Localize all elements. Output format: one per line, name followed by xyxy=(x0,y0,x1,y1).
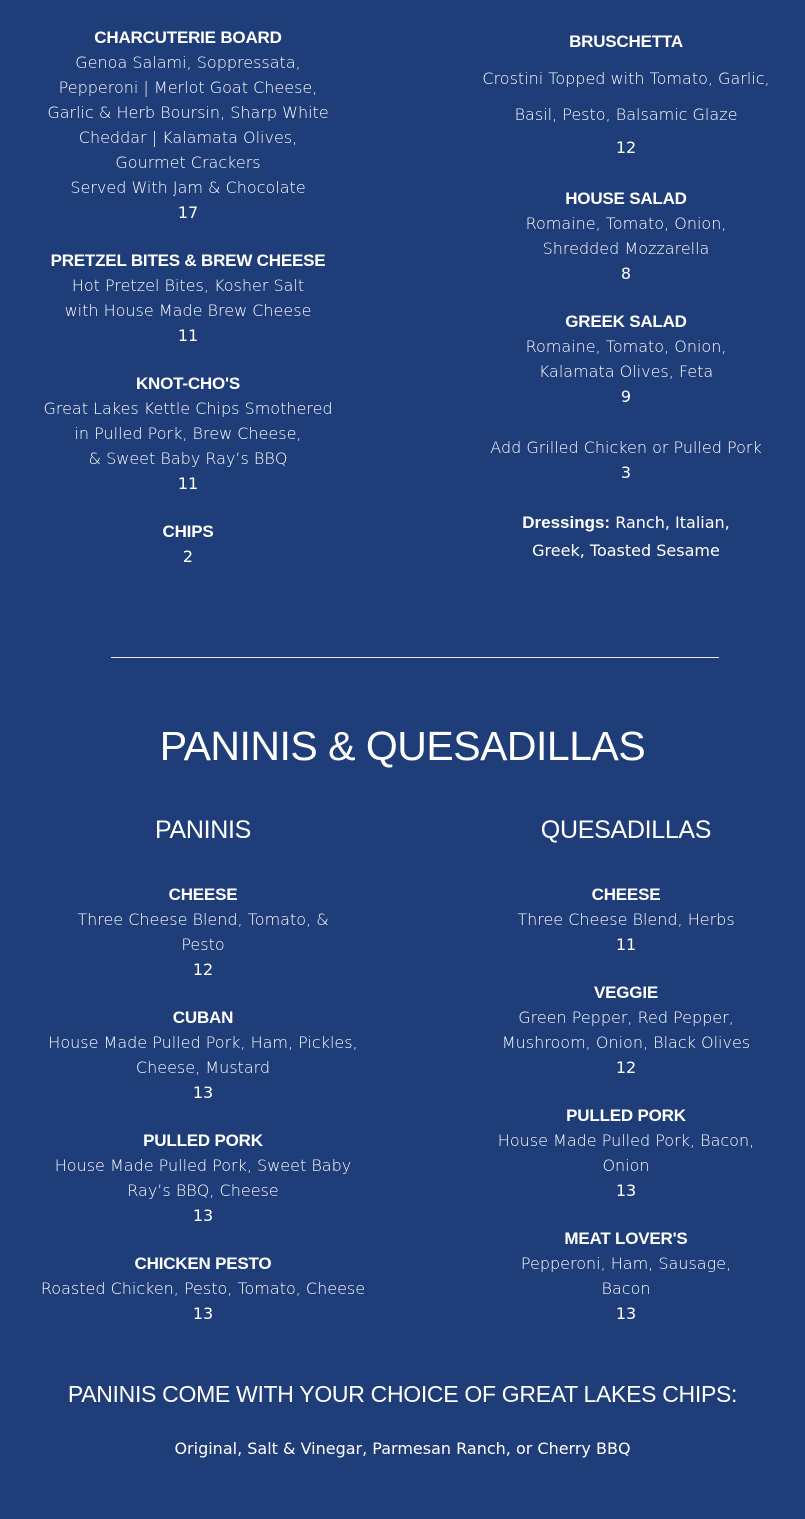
desc-line: Roasted Chicken, Pesto, Tomato, Cheese xyxy=(40,1279,366,1298)
chips-options: Original, Salt & Vinegar, Parmesan Ranch, or Cherry BBQ xyxy=(174,1439,631,1458)
desc-line: Mushroom, Onion, Black Olives xyxy=(501,1033,751,1052)
menu-item xyxy=(28,249,348,348)
menu-item xyxy=(476,883,776,957)
desc-line: Cheese, Mustard xyxy=(135,1058,271,1077)
menu-item xyxy=(28,520,348,569)
dressings-label: Dressings: xyxy=(522,513,611,532)
addon-text: Add Grilled Chicken or Pulled Pork xyxy=(490,438,762,457)
menu-item xyxy=(476,1227,776,1326)
item-name: CUBAN xyxy=(172,1008,234,1027)
item-name: CHARCUTERIE BOARD xyxy=(94,28,282,47)
desc-line: Hot Pretzel Bites, Kosher Salt xyxy=(71,276,305,295)
desc-line: Three Cheese Blend, Tomato, & xyxy=(77,910,329,929)
desc-line: House Made Pulled Pork, Ham, Pickles, xyxy=(48,1033,358,1052)
desc-line: in Pulled Pork, Brew Cheese, xyxy=(74,424,302,443)
menu-item xyxy=(28,372,348,496)
item-price: 11 xyxy=(177,474,199,493)
item-description xyxy=(476,1128,776,1178)
item-name: VEGGIE xyxy=(594,983,658,1002)
desc-line: Basil, Pesto, Balsamic Glaze xyxy=(514,105,738,124)
appetizers-left-column xyxy=(28,26,348,593)
item-price: 2 xyxy=(182,547,194,566)
menu-item xyxy=(28,883,378,982)
item-description xyxy=(466,334,786,384)
item-name: CHEESE xyxy=(591,885,661,904)
item-price: 13 xyxy=(192,1206,214,1225)
item-price: 13 xyxy=(615,1181,637,1200)
appetizers-right-column xyxy=(466,29,786,565)
item-price: 12 xyxy=(615,138,637,157)
item-description xyxy=(466,211,786,261)
item-name: CHICKEN PESTO xyxy=(134,1254,272,1273)
desc-line: Cheddar | Kalamata Olives, xyxy=(78,128,298,147)
item-name: BRUSCHETTA xyxy=(569,32,683,51)
item-name: PRETZEL BITES & BREW CHEESE xyxy=(50,251,326,270)
desc-line: House Made Pulled Pork, Bacon, xyxy=(497,1131,755,1150)
chips-note: PANINIS COME WITH YOUR CHOICE OF GREAT LAKES CHIPS: xyxy=(67,1381,738,1407)
paninis-title: PANINIS xyxy=(154,816,252,844)
desc-line: Shredded Mozzarella xyxy=(542,239,710,258)
item-description xyxy=(28,1030,378,1080)
item-price: 12 xyxy=(192,960,214,979)
desc-line: Bacon xyxy=(601,1279,651,1298)
item-price: 13 xyxy=(192,1083,214,1102)
paninis-column xyxy=(28,815,378,1350)
addon-price: 3 xyxy=(620,463,632,482)
menu-item xyxy=(466,310,786,409)
menu-item xyxy=(28,1129,378,1228)
desc-line: Genoa Salami, Soppressata, xyxy=(75,53,301,72)
item-description xyxy=(466,61,786,133)
desc-line: Served With Jam & Chocolate xyxy=(70,178,306,197)
desc-line: Crostini Topped with Tomato, Garlic, xyxy=(482,69,770,88)
desc-line: Romaine, Tomato, Onion, xyxy=(525,214,727,233)
item-description xyxy=(476,1005,776,1055)
item-name: HOUSE SALAD xyxy=(565,189,687,208)
item-name: MEAT LOVER'S xyxy=(564,1229,688,1248)
menu-item xyxy=(476,981,776,1080)
desc-line: Pesto xyxy=(181,935,225,954)
item-name: GREEK SALAD xyxy=(565,312,687,331)
dressings-line: Ranch, Italian, xyxy=(615,513,730,532)
desc-line: Great Lakes Kettle Chips Smothered xyxy=(43,399,333,418)
item-description xyxy=(476,907,776,932)
item-description xyxy=(28,907,378,957)
item-name: KNOT-CHO'S xyxy=(135,374,241,393)
desc-line: Romaine, Tomato, Onion, xyxy=(525,337,727,356)
menu-item xyxy=(476,1104,776,1203)
item-price: 17 xyxy=(177,203,199,222)
desc-line: Three Cheese Blend, Herbs xyxy=(517,910,735,929)
menu-item xyxy=(28,1006,378,1105)
item-name: PULLED PORK xyxy=(566,1106,686,1125)
item-price: 11 xyxy=(177,326,199,345)
item-description xyxy=(28,50,348,200)
item-price: 13 xyxy=(192,1304,214,1323)
quesadillas-title: QUESADILLAS xyxy=(540,816,712,844)
item-name: CHEESE xyxy=(168,885,238,904)
item-description xyxy=(476,1251,776,1301)
item-name: CHIPS xyxy=(162,522,214,541)
desc-line: Garlic & Herb Boursin, Sharp White xyxy=(47,103,329,122)
menu-item xyxy=(466,29,786,163)
section-title: PANINIS & QUESADILLAS xyxy=(159,723,646,769)
desc-line: & Sweet Baby Ray’s BBQ xyxy=(88,449,288,468)
desc-line: Ray’s BBQ, Cheese xyxy=(127,1181,279,1200)
desc-line: Kalamata Olives, Feta xyxy=(538,362,714,381)
addon-option xyxy=(466,435,786,485)
menu-item xyxy=(28,26,348,225)
desc-line: Pepperoni | Merlot Goat Cheese, xyxy=(58,78,318,97)
desc-line: Gourmet Crackers xyxy=(115,153,261,172)
desc-line: with House Made Brew Cheese xyxy=(64,301,312,320)
item-price: 11 xyxy=(615,935,637,954)
item-price: 13 xyxy=(615,1304,637,1323)
item-name: PULLED PORK xyxy=(143,1131,263,1150)
desc-line: Onion xyxy=(602,1156,650,1175)
menu-item xyxy=(28,1252,378,1326)
quesadillas-column xyxy=(476,815,776,1350)
item-description xyxy=(28,396,348,471)
item-description xyxy=(28,1276,378,1301)
item-description xyxy=(28,273,348,323)
menu-item xyxy=(466,187,786,286)
dressings-info xyxy=(466,509,786,565)
dressings-line: Greek, Toasted Sesame xyxy=(532,541,720,560)
item-description xyxy=(28,1153,378,1203)
item-price: 8 xyxy=(620,264,632,283)
section-divider xyxy=(111,657,719,658)
desc-line: Pepperoni, Ham, Sausage, xyxy=(520,1254,732,1273)
desc-line: House Made Pulled Pork, Sweet Baby xyxy=(54,1156,352,1175)
item-price: 9 xyxy=(620,387,632,406)
desc-line: Green Pepper, Red Pepper, xyxy=(518,1008,734,1027)
item-price: 12 xyxy=(615,1058,637,1077)
